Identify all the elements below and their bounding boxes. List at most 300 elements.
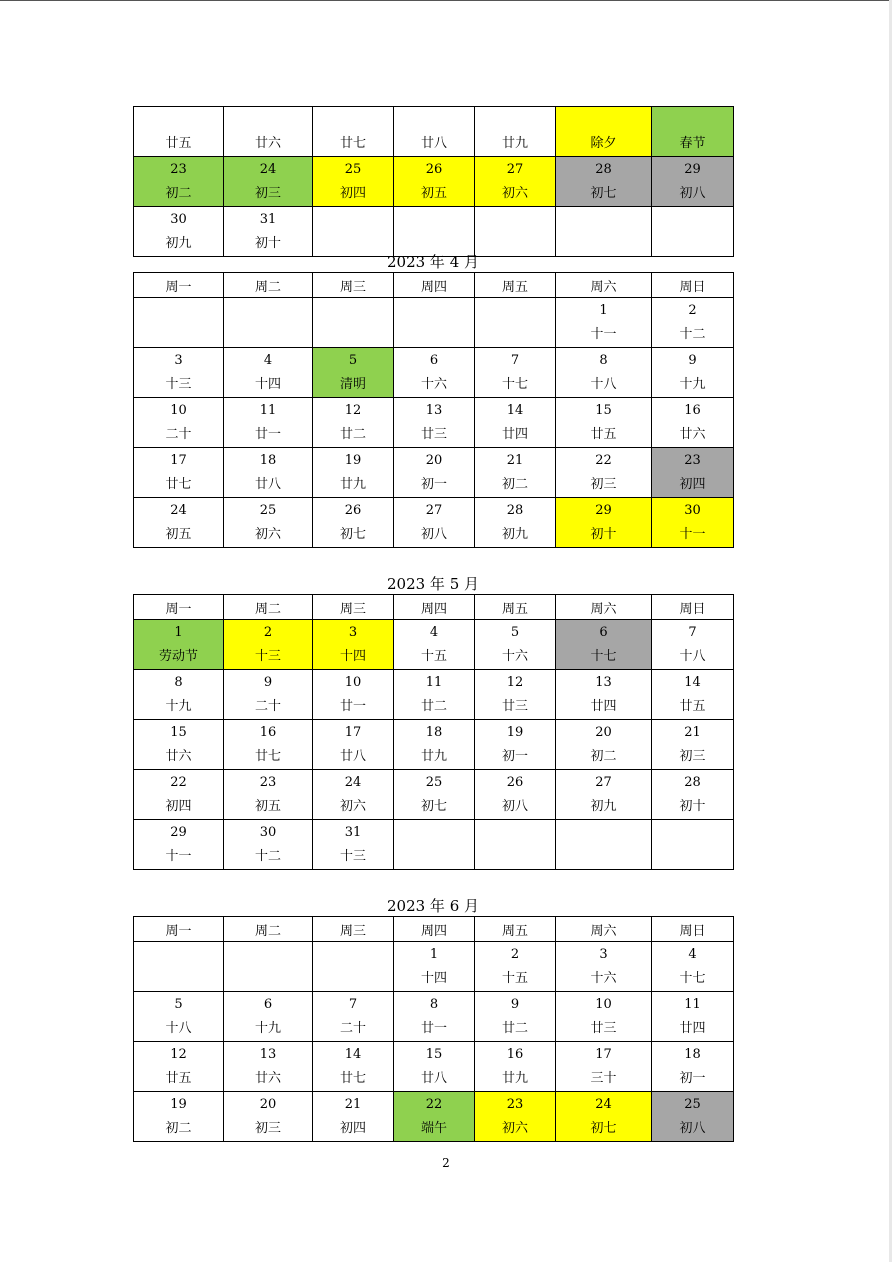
week-row <box>134 207 734 257</box>
day-number: 12 <box>506 674 524 690</box>
lunar-date: 初六 <box>254 526 281 542</box>
lunar-date: 初五 <box>254 798 281 814</box>
lunar-date: 十八 <box>679 648 706 664</box>
day-number: 25 <box>344 161 362 177</box>
day-number <box>394 208 474 232</box>
day-number: 11 <box>425 674 443 690</box>
day-number: 4 <box>429 624 439 640</box>
day-cell <box>224 107 313 157</box>
lunar-date: 初四 <box>165 798 192 814</box>
day-cell <box>556 670 652 720</box>
lunar-date: 十九 <box>679 376 706 392</box>
lunar-date: 廿五 <box>165 135 192 151</box>
day-number: 25 <box>259 502 277 518</box>
day-number: 14 <box>506 402 524 418</box>
week-row <box>134 770 734 820</box>
day-number: 5 <box>348 352 358 368</box>
day-cell <box>652 1042 734 1092</box>
day-cell <box>556 992 652 1042</box>
weekday-header: 周六 <box>556 273 652 298</box>
day-cell <box>313 942 394 992</box>
day-number: 14 <box>344 1046 362 1062</box>
day-cell <box>475 770 556 820</box>
weekday-header: 周一 <box>134 273 224 298</box>
day-number: 19 <box>344 452 362 468</box>
day-number <box>224 943 312 967</box>
lunar-date: 十六 <box>590 970 617 986</box>
weekday-header: 周四 <box>394 273 475 298</box>
day-cell <box>394 1092 475 1142</box>
lunar-date: 十八 <box>165 1020 192 1036</box>
weekday-header: 周二 <box>224 595 313 620</box>
day-number: 21 <box>506 452 524 468</box>
day-number <box>556 108 651 132</box>
day-cell <box>134 992 224 1042</box>
day-cell <box>475 348 556 398</box>
day-cell <box>394 207 475 257</box>
day-number: 28 <box>684 774 701 790</box>
lunar-date: 劳动节 <box>158 648 198 664</box>
day-cell <box>652 942 734 992</box>
day-number: 12 <box>170 1046 187 1062</box>
day-cell <box>394 448 475 498</box>
lunar-date: 初三 <box>254 185 281 201</box>
lunar-date: 初五 <box>420 185 447 201</box>
lunar-date: 廿四 <box>501 426 528 442</box>
day-number <box>652 208 733 232</box>
lunar-date <box>475 845 555 869</box>
lunar-date: 廿一 <box>420 1020 447 1036</box>
day-number: 15 <box>595 402 612 418</box>
weekday-header: 周六 <box>556 917 652 942</box>
day-cell <box>313 770 394 820</box>
lunar-date: 廿一 <box>339 698 366 714</box>
lunar-date: 初八 <box>679 185 706 201</box>
month-title: 2023 年 6 月 <box>386 897 480 915</box>
day-number: 13 <box>425 402 443 418</box>
lunar-date <box>652 845 733 869</box>
day-number: 18 <box>425 724 443 740</box>
lunar-date: 廿二 <box>339 426 366 442</box>
day-cell <box>652 157 734 207</box>
day-cell <box>134 770 224 820</box>
weekday-header: 周五 <box>475 917 556 942</box>
day-cell <box>652 1092 734 1142</box>
lunar-date <box>475 323 555 347</box>
lunar-date: 初二 <box>590 748 617 764</box>
day-cell <box>394 992 475 1042</box>
lunar-date: 廿六 <box>679 426 706 442</box>
day-cell <box>313 348 394 398</box>
day-cell <box>394 298 475 348</box>
lunar-date: 十七 <box>679 970 706 986</box>
lunar-date: 十六 <box>420 376 447 392</box>
day-cell <box>313 298 394 348</box>
day-number: 5 <box>510 624 520 640</box>
lunar-date: 十四 <box>254 376 281 392</box>
day-number: 8 <box>174 674 183 690</box>
day-cell <box>475 820 556 870</box>
week-row <box>134 398 734 448</box>
day-cell <box>134 298 224 348</box>
weekday-header: 周四 <box>394 595 475 620</box>
day-cell <box>224 498 313 548</box>
week-row <box>134 1092 734 1142</box>
day-number: 3 <box>348 624 358 640</box>
lunar-date: 十三 <box>254 648 281 664</box>
day-cell <box>134 1042 224 1092</box>
day-number: 22 <box>595 452 612 468</box>
day-number: 15 <box>170 724 187 740</box>
lunar-date: 廿二 <box>420 698 447 714</box>
day-cell <box>652 107 734 157</box>
day-cell <box>556 820 652 870</box>
day-cell <box>556 498 652 548</box>
lunar-date <box>134 323 223 347</box>
lunar-date <box>134 967 223 991</box>
day-cell <box>475 448 556 498</box>
lunar-date: 十四 <box>339 648 366 664</box>
lunar-date: 初三 <box>254 1120 281 1136</box>
day-cell <box>224 298 313 348</box>
lunar-date: 廿八 <box>339 748 366 764</box>
lunar-date <box>224 323 312 347</box>
day-number <box>475 299 555 323</box>
day-cell <box>556 298 652 348</box>
weekday-header: 周二 <box>224 273 313 298</box>
day-cell <box>394 820 475 870</box>
month-block <box>133 106 733 257</box>
day-cell <box>556 620 652 670</box>
day-number: 31 <box>344 824 362 840</box>
weekday-header: 周一 <box>134 917 224 942</box>
day-cell <box>313 820 394 870</box>
day-number: 20 <box>595 724 612 740</box>
day-number: 6 <box>429 352 439 368</box>
day-cell <box>134 720 224 770</box>
day-cell <box>224 820 313 870</box>
week-row <box>134 992 734 1042</box>
day-number: 9 <box>510 996 520 1012</box>
day-cell <box>313 670 394 720</box>
day-cell <box>652 448 734 498</box>
week-row <box>134 107 734 157</box>
day-number: 25 <box>684 1096 701 1112</box>
day-number: 10 <box>170 402 187 418</box>
day-cell <box>652 992 734 1042</box>
day-cell <box>394 1042 475 1092</box>
day-number: 4 <box>263 352 273 368</box>
day-cell <box>313 992 394 1042</box>
day-number: 24 <box>344 774 362 790</box>
day-cell <box>652 398 734 448</box>
lunar-date: 初六 <box>501 1120 528 1136</box>
lunar-date: 廿四 <box>590 698 617 714</box>
lunar-date: 廿九 <box>501 135 528 151</box>
day-number <box>475 208 555 232</box>
lunar-date: 十五 <box>501 970 528 986</box>
day-cell <box>475 670 556 720</box>
day-number: 17 <box>595 1046 612 1062</box>
day-cell <box>556 207 652 257</box>
lunar-date: 初七 <box>590 185 617 201</box>
lunar-date: 初十 <box>590 526 617 542</box>
day-cell <box>475 992 556 1042</box>
lunar-date: 三十 <box>590 1070 617 1086</box>
week-row <box>134 670 734 720</box>
month-block <box>133 896 733 1142</box>
day-cell <box>224 1042 313 1092</box>
day-cell <box>134 157 224 207</box>
day-cell <box>224 720 313 770</box>
day-number: 9 <box>263 674 273 690</box>
day-number: 17 <box>170 452 187 468</box>
month-block <box>133 574 733 870</box>
day-cell <box>394 670 475 720</box>
weekday-header: 周四 <box>394 917 475 942</box>
day-number: 3 <box>599 946 608 962</box>
weekday-header: 周三 <box>313 917 394 942</box>
day-number: 13 <box>259 1046 277 1062</box>
lunar-date: 初七 <box>420 798 447 814</box>
lunar-date: 初十 <box>679 798 706 814</box>
day-cell <box>313 157 394 207</box>
day-cell <box>652 720 734 770</box>
day-number: 2 <box>688 302 697 318</box>
day-cell <box>224 398 313 448</box>
weekday-header: 周一 <box>134 595 224 620</box>
day-number <box>134 108 223 132</box>
month-calendar-table <box>133 106 734 257</box>
lunar-date: 初七 <box>590 1120 617 1136</box>
day-cell <box>475 107 556 157</box>
lunar-date: 初一 <box>501 748 528 764</box>
month-title: 2023 年 5 月 <box>386 575 480 593</box>
day-cell <box>134 207 224 257</box>
day-cell <box>313 448 394 498</box>
week-row <box>134 298 734 348</box>
day-cell <box>556 107 652 157</box>
day-number: 24 <box>595 1096 612 1112</box>
lunar-date: 廿八 <box>420 135 447 151</box>
day-cell <box>394 398 475 448</box>
day-cell <box>134 620 224 670</box>
week-row <box>134 720 734 770</box>
day-cell <box>224 157 313 207</box>
day-cell <box>556 348 652 398</box>
day-cell <box>652 207 734 257</box>
day-number: 28 <box>506 502 524 518</box>
day-cell <box>475 207 556 257</box>
day-number: 20 <box>259 1096 277 1112</box>
day-number: 2 <box>510 946 520 962</box>
weekday-header: 周五 <box>475 273 556 298</box>
lunar-date: 廿五 <box>679 698 706 714</box>
day-cell <box>134 107 224 157</box>
day-cell <box>475 942 556 992</box>
week-row <box>134 1042 734 1092</box>
day-cell <box>313 720 394 770</box>
day-number: 16 <box>259 724 277 740</box>
day-cell <box>394 770 475 820</box>
day-cell <box>313 620 394 670</box>
week-row <box>134 498 734 548</box>
lunar-date: 廿四 <box>679 1020 706 1036</box>
day-cell <box>475 398 556 448</box>
day-number: 24 <box>259 161 277 177</box>
day-cell <box>394 942 475 992</box>
weekday-header-row <box>134 273 734 298</box>
lunar-date: 廿三 <box>590 1020 617 1036</box>
day-number: 30 <box>259 824 277 840</box>
day-number <box>652 821 733 845</box>
lunar-date: 廿五 <box>165 1070 192 1086</box>
day-number: 27 <box>425 502 443 518</box>
day-number <box>134 299 223 323</box>
day-number: 23 <box>259 774 277 790</box>
day-number <box>313 208 393 232</box>
week-row <box>134 348 734 398</box>
lunar-date: 十七 <box>501 376 528 392</box>
day-cell <box>652 348 734 398</box>
lunar-date: 廿九 <box>501 1070 528 1086</box>
day-number: 1 <box>599 302 608 318</box>
lunar-date: 初五 <box>165 526 192 542</box>
lunar-date: 廿八 <box>254 476 281 492</box>
lunar-date: 廿二 <box>501 1020 528 1036</box>
day-cell <box>224 670 313 720</box>
lunar-date: 初九 <box>165 235 192 251</box>
lunar-date: 十四 <box>420 970 447 986</box>
day-number: 23 <box>170 161 187 177</box>
day-cell <box>556 448 652 498</box>
lunar-date: 初一 <box>420 476 447 492</box>
day-number <box>394 108 474 132</box>
day-number: 17 <box>344 724 362 740</box>
month-block <box>133 252 733 548</box>
day-cell <box>224 207 313 257</box>
day-number: 26 <box>425 161 443 177</box>
day-number <box>394 299 474 323</box>
day-cell <box>652 498 734 548</box>
day-number: 5 <box>174 996 183 1012</box>
day-number: 6 <box>599 624 608 640</box>
day-number: 4 <box>688 946 697 962</box>
day-cell <box>394 107 475 157</box>
day-cell <box>556 942 652 992</box>
day-number: 22 <box>170 774 187 790</box>
day-number <box>224 108 312 132</box>
lunar-date <box>313 323 393 347</box>
day-number: 23 <box>506 1096 524 1112</box>
day-cell <box>652 670 734 720</box>
month-calendar-table <box>133 272 734 548</box>
day-cell <box>313 1092 394 1142</box>
day-number: 18 <box>684 1046 701 1062</box>
day-cell <box>224 770 313 820</box>
week-row <box>134 157 734 207</box>
day-cell <box>556 157 652 207</box>
day-cell <box>475 720 556 770</box>
lunar-date: 廿八 <box>420 1070 447 1086</box>
day-number: 27 <box>595 774 612 790</box>
day-cell <box>313 398 394 448</box>
day-number: 31 <box>259 211 277 227</box>
lunar-date: 十七 <box>590 648 617 664</box>
lunar-date: 初四 <box>679 476 706 492</box>
day-cell <box>134 1092 224 1142</box>
lunar-date: 初二 <box>165 1120 192 1136</box>
day-cell <box>652 620 734 670</box>
day-cell <box>475 620 556 670</box>
lunar-date: 廿六 <box>254 1070 281 1086</box>
lunar-date: 除夕 <box>590 135 617 151</box>
lunar-date: 十二 <box>679 326 706 342</box>
page-top-border <box>0 0 892 1</box>
lunar-date: 廿六 <box>254 135 281 151</box>
day-cell <box>224 620 313 670</box>
day-number: 29 <box>684 161 701 177</box>
weekday-header: 周日 <box>652 917 734 942</box>
day-cell <box>134 348 224 398</box>
day-cell <box>556 1092 652 1142</box>
day-number: 16 <box>684 402 701 418</box>
lunar-date: 初三 <box>679 748 706 764</box>
day-number: 26 <box>506 774 524 790</box>
day-cell <box>134 820 224 870</box>
weekday-header: 周二 <box>224 917 313 942</box>
day-number: 14 <box>684 674 701 690</box>
day-number: 21 <box>684 724 701 740</box>
lunar-date: 廿九 <box>420 748 447 764</box>
day-cell <box>556 720 652 770</box>
day-cell <box>652 770 734 820</box>
week-row <box>134 448 734 498</box>
day-cell <box>313 107 394 157</box>
day-number: 19 <box>170 1096 187 1112</box>
day-number: 1 <box>174 624 183 640</box>
lunar-date: 十三 <box>339 848 366 864</box>
day-number <box>313 108 393 132</box>
week-row <box>134 820 734 870</box>
day-number <box>475 108 555 132</box>
day-cell <box>134 942 224 992</box>
day-cell <box>134 498 224 548</box>
lunar-date: 十九 <box>254 1020 281 1036</box>
day-cell <box>394 348 475 398</box>
day-cell <box>224 448 313 498</box>
lunar-date: 廿六 <box>165 748 192 764</box>
day-cell <box>556 770 652 820</box>
lunar-date <box>394 845 474 869</box>
day-number: 2 <box>263 624 273 640</box>
lunar-date: 十一 <box>679 526 706 542</box>
lunar-date: 十九 <box>165 698 192 714</box>
lunar-date: 十五 <box>420 648 447 664</box>
day-number: 25 <box>425 774 443 790</box>
day-number: 11 <box>684 996 701 1012</box>
day-number: 3 <box>174 352 183 368</box>
day-cell <box>224 942 313 992</box>
weekday-header-row <box>134 595 734 620</box>
day-cell <box>394 620 475 670</box>
day-number: 19 <box>506 724 524 740</box>
lunar-date: 初二 <box>165 185 192 201</box>
day-number: 12 <box>344 402 362 418</box>
day-number: 7 <box>348 996 358 1012</box>
day-number <box>313 299 393 323</box>
day-number: 21 <box>344 1096 362 1112</box>
